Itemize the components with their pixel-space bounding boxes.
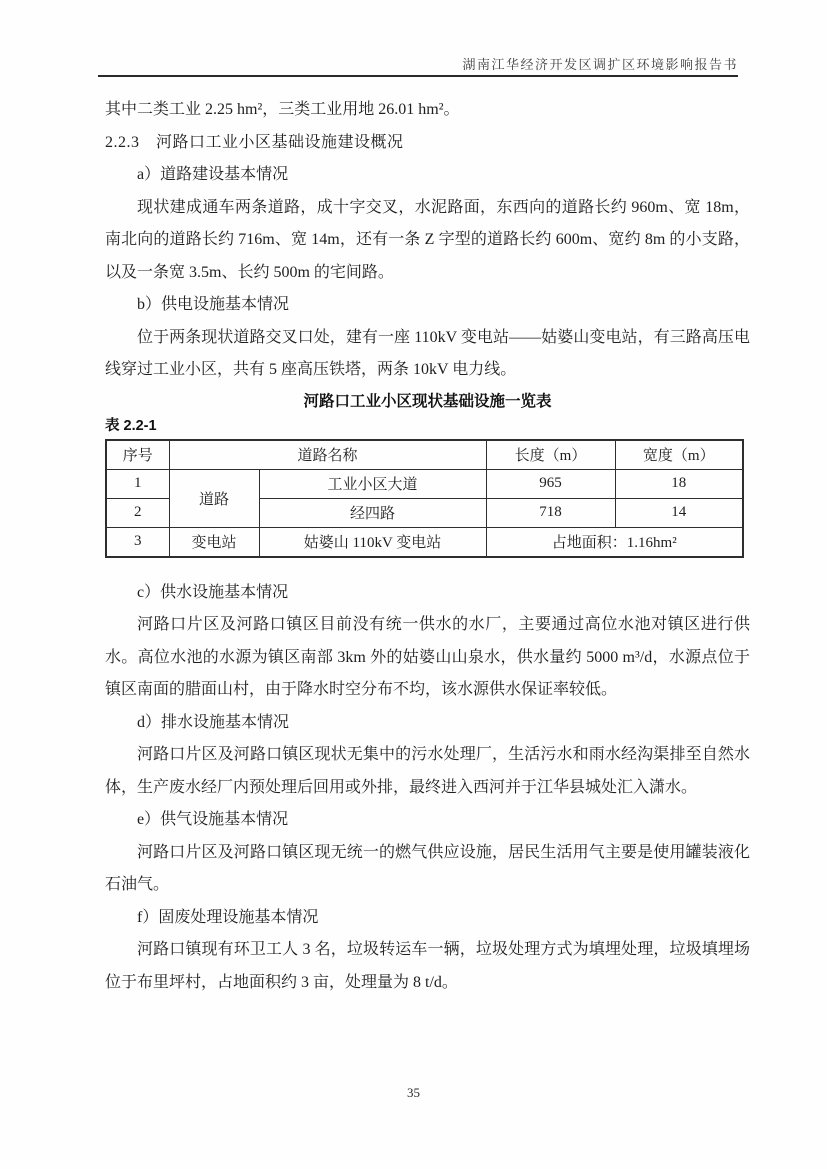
header-cell-width: 宽度（m）	[615, 440, 743, 470]
table-label: 表 2.2-1	[105, 417, 157, 434]
page-number: 35	[407, 1085, 420, 1100]
cell-row1-name: 工业小区大道	[259, 469, 486, 498]
cell-row3-no: 3	[106, 527, 169, 557]
header-cell-length: 长度（m）	[486, 440, 615, 470]
document-body	[105, 94, 750, 999]
subsection-f-heading: f）固废处理设施基本情况	[137, 908, 319, 926]
paragraph-drainage: 河路口片区及河路口镇区现状无集中的污水处理厂，生活污水和雨水经沟渠排至自然水体，生产废水经厂内预处理后回用或外排，最终进入西河并于江华县城处汇入潇水。	[105, 746, 750, 796]
header-cell-road-name: 道路名称	[169, 440, 486, 470]
header-rule	[98, 75, 738, 77]
cell-row2-length: 718	[486, 498, 615, 527]
subsection-c-heading: c）供水设施基本情况	[137, 583, 289, 601]
cell-row1-no: 1	[106, 469, 169, 498]
subsection-b-heading: b）供电设施基本情况	[137, 296, 290, 313]
paragraph-roads: 现状建成通车两条道路，成十字交叉，水泥路面，东西向的道路长约 960m、宽 18m，南北向的道路长约 716m、宽 14m，还有一条 Z 字型的道路长约 600m、宽约 8m 的小支路，以及一条宽 3.5m、长约 500m 的宅间路。	[105, 198, 750, 281]
table-row	[106, 469, 743, 498]
header-cell-seq: 序号	[106, 440, 169, 470]
subsection-e-heading: e）供气设施基本情况	[137, 811, 289, 828]
paragraph-solid-waste: 河路口镇现有环卫工人 3 名，垃圾转运车一辆，垃圾处理方式为填埋处理，垃圾填埋场位于布里坪村，占地面积约 3 亩，处理量为 8 t/d。	[105, 941, 750, 991]
subsection-a-heading: a）道路建设基本情况	[137, 166, 289, 183]
table-title: 河路口工业小区现状基础设施一览表	[303, 392, 552, 410]
cell-row3-area: 占地面积：1.16hm²	[486, 527, 743, 557]
table-header-row	[106, 440, 743, 470]
table-row	[106, 527, 743, 557]
subsection-d-heading: d）排水设施基本情况	[137, 713, 290, 731]
cell-row2-width: 14	[615, 498, 743, 527]
running-header-title: 湖南江华经济开发区调扩区环境影响报告书	[462, 57, 738, 72]
cell-row1-length: 965	[486, 469, 615, 498]
cell-row3-name: 姑婆山 110kV 变电站	[259, 527, 486, 557]
cell-category-substation: 变电站	[169, 527, 259, 557]
infrastructure-table	[105, 439, 744, 558]
section-heading-2-2-3: 2.2.3 河路口工业小区基础设施建设概况	[105, 133, 404, 151]
cell-category-road: 道路	[169, 469, 259, 527]
cell-row1-width: 18	[615, 469, 743, 498]
paragraph-land-use: 其中二类工业 2.25 hm²，三类工业用地 26.01 hm²。	[105, 101, 460, 118]
paragraph-power: 位于两条现状道路交叉口处，建有一座 110kV 变电站——姑婆山变电站，有三路高压电线穿过工业小区，共有 5 座高压铁塔，两条 10kV 电力线。	[105, 328, 750, 378]
cell-row2-no: 2	[106, 498, 169, 527]
paragraph-water-supply: 河路口片区及河路口镇区目前没有统一供水的水厂，主要通过高位水池对镇区进行供水。高位水池的水源为镇区南部 3km 外的姑婆山山泉水，供水量约 5000 m³/d，水源点位于镇区南面的腊面山村，由于降水时空分布不均，该水源供水保证率较低。	[105, 616, 750, 698]
paragraph-gas-supply: 河路口片区及河路口镇区现无统一的燃气供应设施，居民生活用气主要是使用罐装液化石油气。	[105, 843, 750, 893]
cell-row2-name: 经四路	[259, 498, 486, 527]
